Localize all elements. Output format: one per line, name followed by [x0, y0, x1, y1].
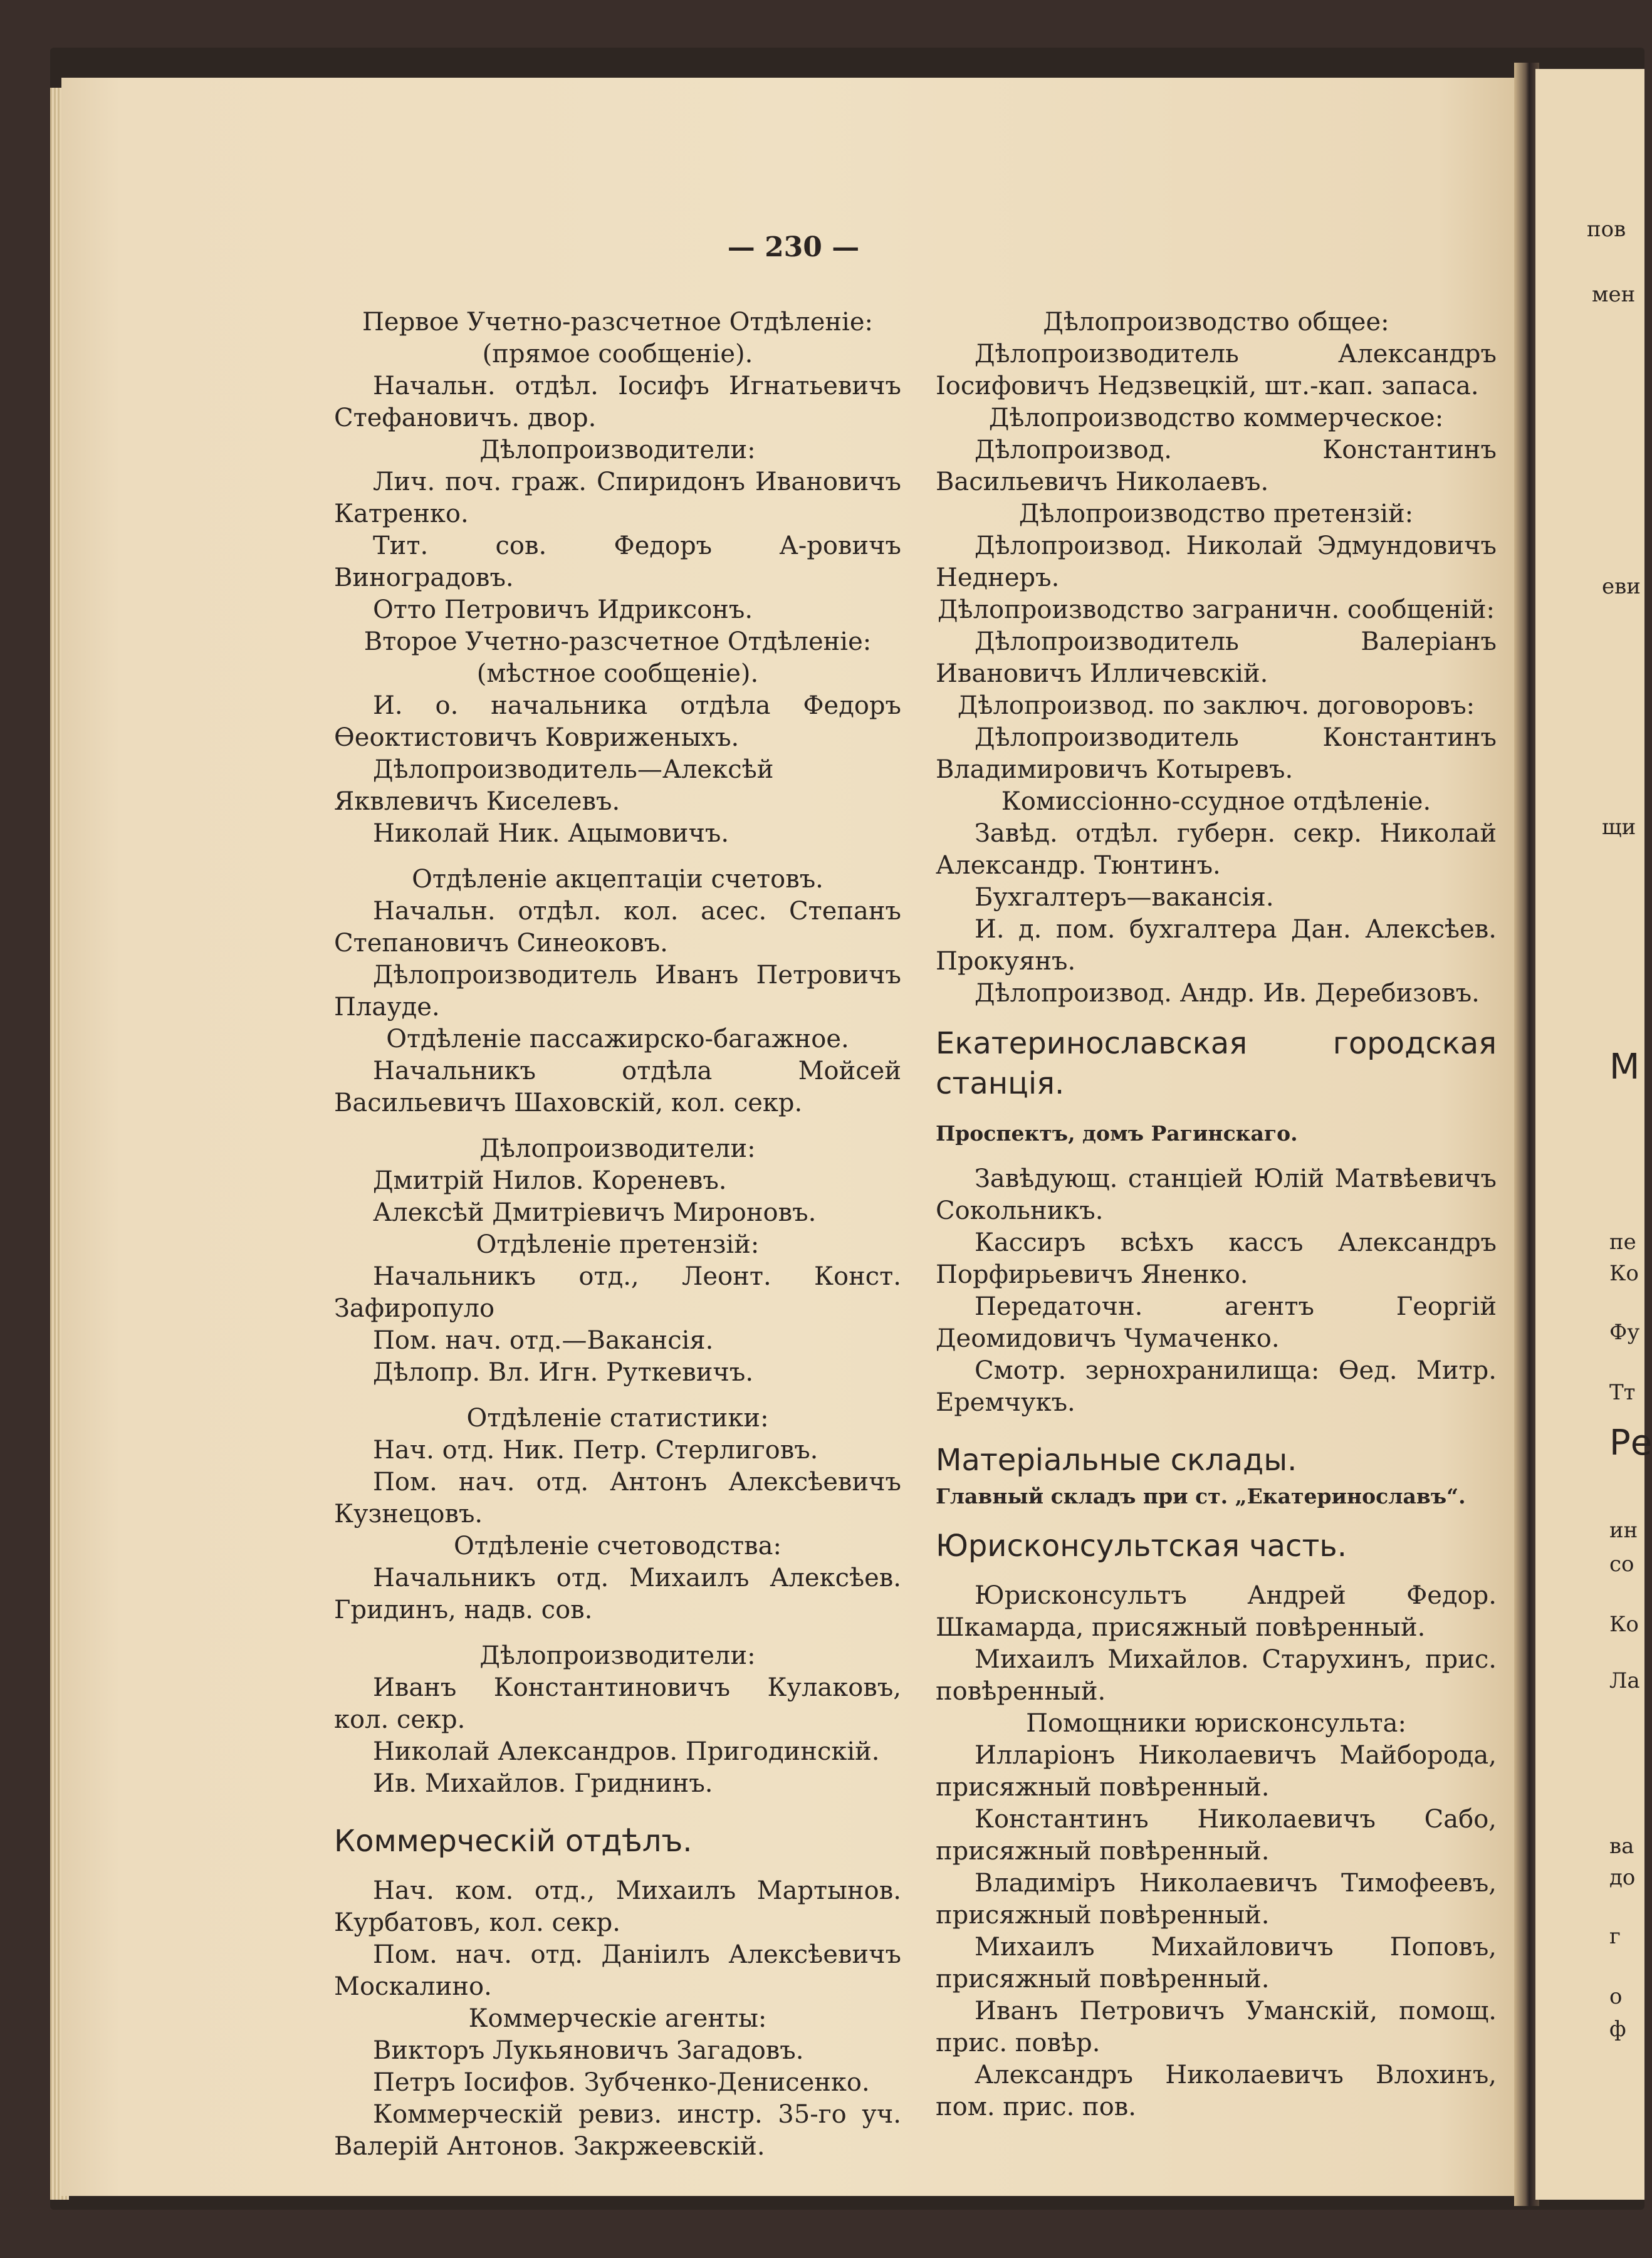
entry: Дѣлопроизводитель—Алексѣй Яквлевичъ Киселевъ. — [334, 755, 774, 816]
entry: Начальн. отдѣл. Іосифъ Игнатьевичъ Стефановичъ. двор. — [334, 372, 901, 432]
entry: Викторъ Лукьяновичъ Загадовъ. — [373, 2036, 804, 2065]
subsection-heading: Дѣлопроизводители: — [479, 436, 756, 464]
section-heading: Первое Учетно-разсчетное Отдѣленіе: — [362, 308, 873, 337]
entry: Владиміръ Николаевичъ Тимофеевъ, присяжный повѣренный. — [936, 1869, 1497, 1930]
section-heading: Отдѣленіе пассажирско-багажное. — [386, 1025, 849, 1053]
facing-text-fragment: пе — [1609, 1230, 1636, 1255]
entry: Пом. нач. отд. Даніилъ Алексѣевичъ Москалино. — [334, 1940, 901, 2001]
entry: Александръ Николаевичъ Влохинъ, пом. прис. пов. — [936, 2061, 1497, 2121]
facing-text-fragment: Ко — [1609, 1612, 1639, 1637]
facing-text-fragment: г — [1609, 1924, 1621, 1949]
facing-text-fragment: ва — [1609, 1834, 1634, 1859]
entry: Нач. ком. отд., Михаилъ Мартынов. Курбатовъ, кол. секр. — [334, 1876, 901, 1937]
entry: Николай Ник. Ацымовичъ. — [373, 819, 729, 848]
facing-text-fragment: Ко — [1609, 1261, 1639, 1286]
entry: Кассиръ всѣхъ кассъ Александръ Порфирьевичъ Яненко. — [936, 1228, 1497, 1289]
subsection-heading: Коммерческіе агенты: — [468, 2004, 767, 2033]
entry: Иванъ Константиновичъ Кулаковъ, кол. секр. — [334, 1673, 901, 1734]
facing-text-fragment: Тт — [1609, 1380, 1636, 1405]
entry: Иванъ Петровичъ Уманскій, помощ. прис. повѣр. — [936, 1997, 1497, 2057]
entry: Дѣлопр. Вл. Игн. Руткевичъ. — [373, 1358, 754, 1387]
entry: Начальникъ отдѣла Мойсей Васильевичъ Шаховскій, кол. секр. — [334, 1057, 901, 1117]
subsection-heading: Дѣлопроизводители: — [479, 1641, 756, 1670]
entry: Николай Александров. Пригодинскій. — [373, 1737, 880, 1766]
entry: Константинъ Николаевичъ Сабо, присяжный повѣренный. — [936, 1805, 1497, 1866]
entry: Дѣлопроизводитель Александръ Іосифовичъ Недзвецкій, шт.-кап. запаса. — [936, 340, 1497, 400]
entry: Петръ Іосифов. Зубченко-Денисенко. — [373, 2068, 870, 2097]
entry: Дѣлопроизвод. Константинъ Васильевичъ Николаевъ. — [936, 436, 1497, 496]
section-heading: Отдѣленіе акцептаціи счетовъ. — [412, 865, 823, 894]
entry: Смотр. зернохранилища: Ѳед. Митр. Еремчукъ. — [936, 1356, 1497, 1417]
section-heading: Комиссіонно-ссудное отдѣленіе. — [1001, 787, 1431, 816]
section-heading: Отдѣленіе счетоводства: — [454, 1532, 782, 1560]
section-subheading: (мѣстное сообщеніе). — [476, 659, 759, 688]
facing-text-fragment: ф — [1609, 2017, 1626, 2042]
entry: Передаточн. агентъ Георгій Деомидовичъ Чумаченко. — [936, 1292, 1497, 1353]
facing-text-fragment: Фу — [1609, 1320, 1640, 1345]
facing-text-fragment: щи — [1602, 815, 1636, 840]
entry: Завѣд. отдѣл. губерн. секр. Николай Александр. Тюнтинъ. — [936, 819, 1497, 880]
facing-text-fragment: со — [1609, 1552, 1634, 1577]
entry: Нач. отд. Ник. Петр. Стерлиговъ. — [373, 1436, 818, 1465]
entry: Лич. поч. граж. Спиридонъ Ивановичъ Катренко. — [334, 468, 901, 528]
station-address: Проспектъ, домъ Рагинскаго. — [936, 1121, 1298, 1146]
entry: Тит. сов. Федоръ А-ровичъ Виноградовъ. — [334, 531, 901, 592]
entry: Дѣлопроизводитель Иванъ Петровичъ Плауде. — [334, 961, 901, 1022]
entry: Дѣлопроизвод. Николай Эдмундовичъ Неднеръ. — [936, 531, 1497, 592]
entry: Пом. нач. отд. Антонъ Алексѣевичъ Кузнецовъ. — [334, 1468, 901, 1529]
facing-text-fragment: еви — [1602, 574, 1641, 599]
facing-text-fragment: мен — [1592, 282, 1636, 307]
entry: Юрисконсультъ Андрей Федор. Шкамарда, присяжный повѣренный. — [936, 1581, 1497, 1642]
entry: Дмитрій Нилов. Кореневъ. — [373, 1166, 727, 1195]
book-page — [61, 78, 1525, 2196]
entry: И. о. начальника отдѣла Федоръ Ѳеоктистовичъ Ковриженыхъ. — [334, 691, 901, 752]
entry: Отто Петровичъ Идриксонъ. — [373, 595, 753, 624]
entry: Начальн. отдѣл. кол. асес. Степанъ Степановичъ Синеоковъ. — [334, 897, 901, 958]
facing-text-fragment: Ла — [1609, 1668, 1640, 1693]
entry: Завѣдующ. станціей Юлій Матвѣевичъ Сокольникъ. — [936, 1164, 1497, 1225]
department-title: Коммерческій отдѣлъ. — [334, 1824, 693, 1859]
facing-text-fragment: Ре — [1609, 1423, 1652, 1463]
section-heading: Отдѣленіе претензій: — [476, 1230, 760, 1259]
entry: Пом. нач. отд.—Вакансія. — [373, 1326, 714, 1355]
entry: Дѣлопроизводитель Валеріанъ Ивановичъ Илличевскій. — [936, 627, 1497, 688]
entry: Алексѣй Дмитріевичъ Мироновъ. — [373, 1198, 817, 1227]
section-heading: Дѣлопроизводство общее: — [1043, 308, 1389, 337]
entry: Михаилъ Михайлов. Старухинъ, прис. повѣренный. — [936, 1645, 1497, 1706]
warehouses-title: Матеріальные склады. — [936, 1443, 1297, 1478]
facing-page-edge — [1535, 69, 1652, 2200]
entry: Илларіонъ Николаевичъ Майборода, присяжный повѣренный. — [936, 1741, 1497, 1802]
right-column — [936, 306, 1497, 2123]
section-heading: Дѣлопроизвод. по заключ. договоровъ: — [957, 691, 1475, 720]
entry: Дѣлопроизводитель Константинъ Владимировичъ Котыревъ. — [936, 723, 1497, 784]
entry: Дѣлопроизвод. Андр. Ив. Деребизовъ. — [975, 979, 1480, 1008]
entry: Коммерческій ревиз. инстр. 35-го уч. Валерій Антонов. Закржеевскій. — [334, 2100, 901, 2161]
facing-text-fragment: пов — [1587, 217, 1626, 242]
facing-text-fragment: до — [1609, 1865, 1636, 1890]
section-heading: Дѣлопроизводство претензій: — [1018, 499, 1414, 528]
entry: Начальникъ отд. Михаилъ Алексѣев. Гридинъ, надв. сов. — [334, 1564, 901, 1624]
legal-department-title: Юрисконсультская часть. — [936, 1529, 1347, 1564]
page-number: — 230 — — [727, 231, 860, 263]
entry: Ив. Михайлов. Гриднинъ. — [373, 1769, 713, 1798]
left-column — [334, 306, 901, 2163]
subsection-heading: Дѣлопроизводители: — [479, 1134, 756, 1163]
entry: Михаилъ Михайловичъ Поповъ, присяжный повѣренный. — [936, 1933, 1497, 1994]
section-heading: Второе Учетно-разсчетное Отдѣленіе: — [363, 627, 872, 656]
section-subheading: (прямое сообщеніе). — [482, 340, 753, 368]
entry: Бухгалтеръ—вакансія. — [975, 883, 1274, 912]
entry: Начальникъ отд., Леонт. Конст. Зафиропуло — [334, 1262, 901, 1323]
section-heading: Дѣлопроизводство заграничн. сообщеній: — [937, 595, 1495, 624]
entry: И. д. пом. бухгалтера Дан. Алексѣев. Прокуянъ. — [936, 915, 1497, 976]
facing-text-fragment: ин — [1609, 1518, 1638, 1543]
facing-text-fragment: о — [1609, 1984, 1623, 2009]
section-heading: Отдѣленіе статистики: — [466, 1404, 769, 1433]
facing-text-fragment: М — [1609, 1047, 1640, 1087]
subsection-heading: Помощники юрисконсульта: — [1026, 1709, 1406, 1738]
warehouse-note: Главный складъ при ст. „Екатеринославъ“. — [936, 1484, 1466, 1508]
station-title: Екатеринославская городская станція. — [936, 1026, 1497, 1101]
section-heading: Дѣлопроизводство коммерческое: — [988, 404, 1444, 432]
